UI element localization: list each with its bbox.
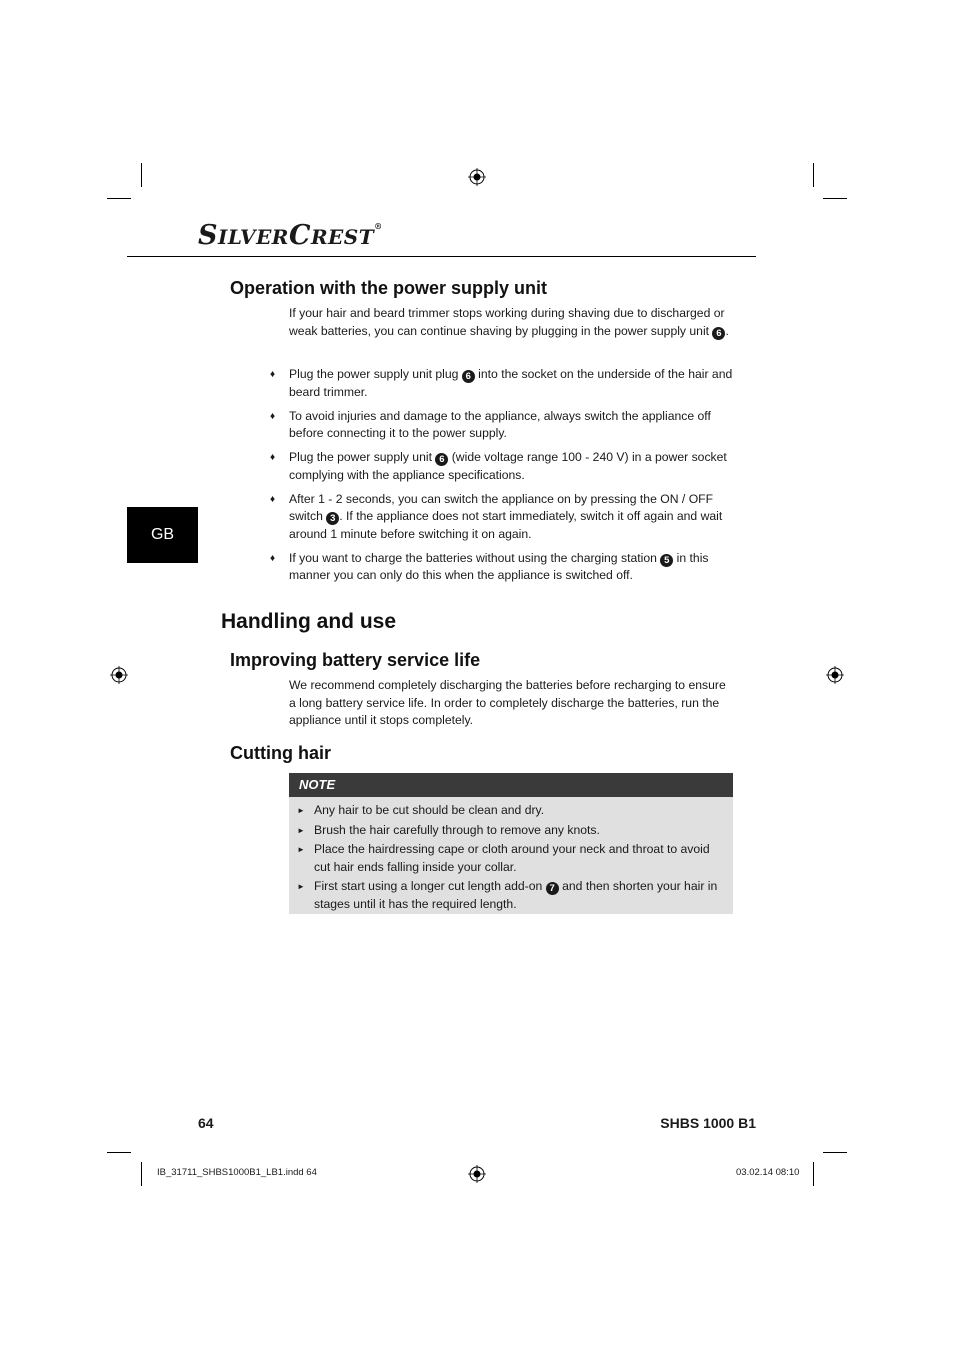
registration-mark-icon [826, 666, 844, 684]
crop-mark [141, 1162, 142, 1186]
list-item: ► First start using a longer cut length add-on 7 and then shorten your hair in stages until it has the required length. [297, 879, 718, 911]
reference-number-badge: 7 [546, 882, 559, 895]
diamond-bullet-icon: ♦ [270, 552, 276, 564]
list-item: ♦ To avoid injuries and damage to the appliance, always switch the appliance off before connecting it to the power supply. [270, 408, 711, 440]
battery-life-text: We recommend completely discharging the batteries before recharging to ensure a long battery service life. In order to completely discharge the batteries, run the appliance until it stops completely. [289, 678, 726, 727]
list-item: ♦ If you want to charge the batteries without using the charging station 5 in this manner you can only do this when the appliance is switched off. [270, 550, 709, 582]
list-item: ► Brush the hair carefully through to remove any knots. [289, 822, 733, 840]
reference-number-badge: 6 [712, 327, 725, 340]
instruction-list [270, 366, 736, 591]
list-item: ♦ After 1 - 2 seconds, you can switch the appliance on by pressing the ON / OFF switch 3 . If the appliance does not start immediately, switch it off again and wait around 1 minute before switching it on again. [270, 491, 723, 541]
crop-mark [107, 198, 131, 199]
crop-mark [107, 1152, 131, 1153]
list-item: ► Place the hairdressing cape or cloth around your neck and throat to avoid cut hair ends falling inside your collar. [297, 842, 710, 874]
list-item: ► Any hair to be cut should be clean and dry. [289, 802, 733, 820]
section-heading-cutting-hair: Cutting hair [230, 743, 331, 763]
registration-mark-icon [110, 666, 128, 684]
note-box [289, 773, 733, 914]
reference-number-badge: 6 [435, 453, 448, 466]
language-tab: GB [127, 507, 198, 563]
diamond-bullet-icon: ♦ [270, 493, 276, 505]
list-item: ♦ Plug the power supply unit plug 6 into the socket on the underside of the hair and beard trimmer. [270, 367, 733, 399]
chapter-heading: Handling and use [221, 610, 397, 633]
registration-mark-icon [468, 1165, 486, 1183]
crop-mark [813, 1162, 814, 1186]
note-title: NOTE [289, 773, 733, 797]
arrow-bullet-icon: ► [297, 845, 305, 854]
diamond-bullet-icon: ♦ [270, 452, 276, 463]
section-heading-power-supply: Operation with the power supply unit [230, 278, 548, 298]
crop-mark [141, 163, 142, 187]
diamond-bullet-icon: ♦ [270, 369, 276, 380]
registration-mark-icon [468, 168, 486, 186]
reference-number-badge: 5 [660, 554, 673, 567]
diamond-bullet-icon: ♦ [270, 410, 276, 422]
note-list [289, 797, 733, 913]
print-slug-date: 03.02.14 08:10 [736, 1167, 800, 1178]
crop-mark [813, 163, 814, 187]
section-intro-text: If your hair and beard trimmer stops working during shaving due to discharged or weak batteries, you can continue shaving by plugging in the power supply unit 6 . [289, 306, 729, 339]
list-item: ♦ Plug the power supply unit 6 (wide voltage range 100 - 240 V) in a power socket complying with the appliance specifications. [270, 450, 727, 482]
print-slug-file: IB_31711_SHBS1000B1_LB1.indd 64 [157, 1167, 317, 1178]
arrow-bullet-icon: ► [297, 825, 305, 835]
brand-logo: SILVERCREST® [198, 220, 383, 251]
arrow-bullet-icon: ► [297, 806, 305, 815]
model-number: SHBS 1000 B1 [660, 1115, 756, 1131]
header-rule [127, 256, 756, 257]
arrow-bullet-icon: ► [297, 882, 305, 891]
crop-mark [823, 1152, 847, 1153]
reference-number-badge: 6 [462, 370, 475, 383]
crop-mark [823, 198, 847, 199]
page-number: 64 [198, 1115, 214, 1131]
section-heading-battery-life: Improving battery service life [230, 650, 481, 670]
reference-number-badge: 3 [326, 512, 339, 525]
